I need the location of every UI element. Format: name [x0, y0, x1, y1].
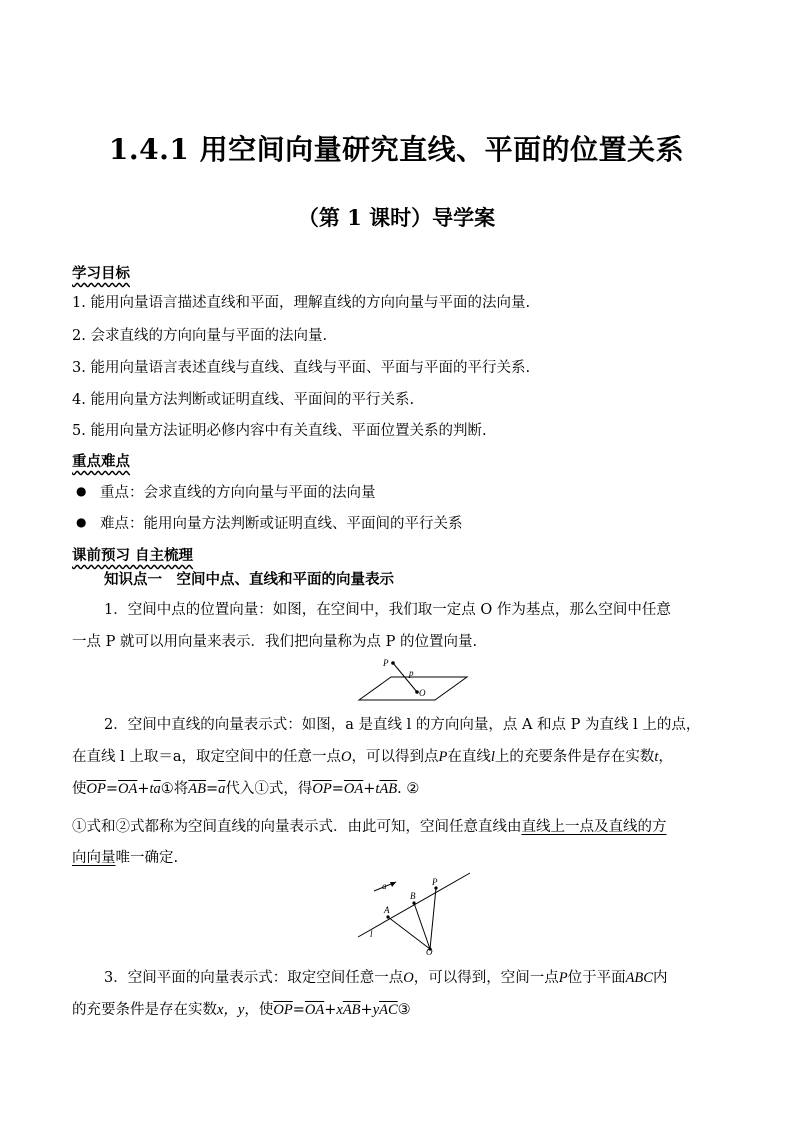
- label-a-vector: a: [382, 881, 387, 891]
- equation-line: 使$\overline{OP}=\overline{OA}+t\overline{a}①$将$\overline{AB}=\overline{a}$代入①式，得$\overline{OP}=\overline{OA}+t\overline{AB}$. ②: [72, 781, 420, 797]
- section-goals: 学习目标: [72, 265, 130, 282]
- page-title: 1.4.1 用空间向量研究直线、平面的位置关系: [108, 133, 685, 166]
- label-o-point: O: [419, 688, 426, 698]
- equation-line: 的充要条件是存在实数x，y，使$\overline{OP}=\overline{OA}+x\overline{AB}+y\overline{AC}③$: [72, 1002, 411, 1018]
- section-keys: 重点难点: [72, 453, 130, 470]
- label-a-point: A: [384, 905, 390, 915]
- goal-item: 5. 能用向量方法证明必修内容中有关直线、平面位置关系的判断.: [72, 423, 487, 439]
- knowledge-point-title: 知识点一 空间中点、直线和平面的向量表示: [104, 571, 394, 588]
- goal-item: 4. 能用向量方法判断或证明直线、平面间的平行关系.: [72, 392, 415, 408]
- goal-item: 1. 能用向量语言描述直线和平面，理解直线的方向向量与平面的法向量.: [72, 295, 531, 311]
- section-preview: 课前预习 自主梳理: [72, 547, 194, 564]
- label-l-line: l: [370, 929, 373, 939]
- key-item: 重点：会求直线的方向向量与平面的法向量: [100, 485, 376, 501]
- paragraph-line: 一点 P 就可以用向量来表示．我们把向量称为点 P 的位置向量.: [72, 634, 478, 650]
- paragraph-line: 向向量唯一确定.: [72, 850, 179, 866]
- label-o-point: O: [426, 947, 433, 955]
- paragraph-line: 2．空间中直线的向量表示式：如图，a 是直线 l 的方向向量，点 A 和点 P 为直线 l 上的点，: [104, 717, 701, 733]
- bullet-icon: ●: [76, 484, 87, 498]
- paragraph-line: 3．空间平面的向量表示式：取定空间任意一点O，可以得到，空间一点P位于平面ABC内: [104, 970, 668, 986]
- label-p-point: P: [383, 658, 389, 668]
- label-b-point: B: [410, 891, 416, 901]
- paragraph-line: 在直线 l 上取＝a，取定空间中的任意一点O，可以得到点P在直线l上的充要条件是存在实数t，: [72, 749, 673, 765]
- bullet-icon: ●: [76, 515, 87, 529]
- figure-line-vector: [352, 865, 474, 955]
- page-subtitle: （第 1 课时）导学案: [297, 205, 496, 230]
- key-item: 难点：能用向量方法判断或证明直线、平面间的平行关系: [100, 516, 463, 532]
- paragraph-line: ①式和②式都称为空间直线的向量表示式．由此可知，空间任意直线由直线上一点及直线的方: [72, 819, 667, 835]
- label-p-point: P: [432, 877, 438, 887]
- goal-item: 3. 能用向量语言表述直线与直线、直线与平面、平面与平面的平行关系.: [72, 360, 531, 376]
- figure-position-vector: [355, 655, 470, 705]
- label-p-vector: p: [409, 668, 414, 678]
- paragraph-line: 1．空间中点的位置向量：如图，在空间中，我们取一定点 O 作为基点，那么空间中任意: [104, 602, 671, 618]
- goal-item: 2. 会求直线的方向向量与平面的法向量.: [72, 328, 328, 344]
